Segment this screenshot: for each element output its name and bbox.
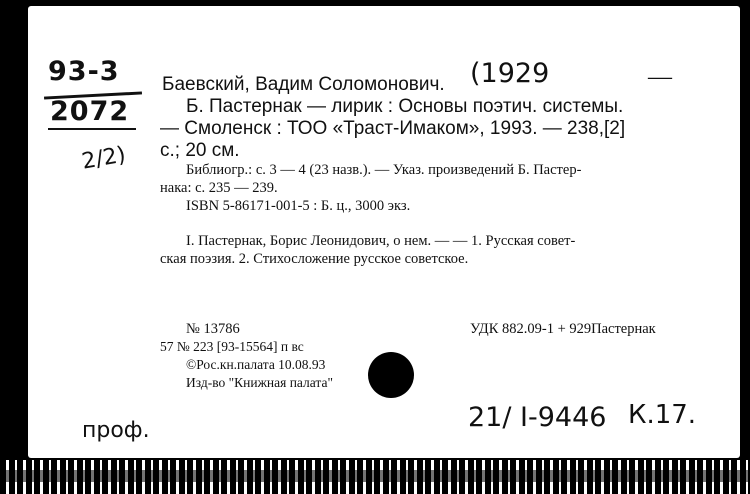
imprint-line-1: 57 № 223 [93-15564] п вс <box>160 339 304 354</box>
note-line-1: Библиогр.: с. 3 — 4 (23 назв.). — Указ. произведений Б. Пастер- <box>186 162 582 178</box>
udc-code: УДК 882.09-1 + 929Пастернак <box>470 321 656 337</box>
card-number: № 13786 <box>186 321 240 337</box>
subject-line-1: I. Пастернак, Борис Леонидович, о нем. — — 1. Русская совет- <box>186 233 576 249</box>
shelf-mark-top: 93-3 <box>48 56 120 87</box>
imprint-line-3: Изд-во "Книжная палата" <box>186 375 333 390</box>
handwritten-number: 21/ I-9446 <box>468 402 607 433</box>
handwritten-note: проф. <box>82 418 150 443</box>
handwritten-code: К.17. <box>628 400 697 430</box>
title-line-3: с.; 20 см. <box>160 140 240 161</box>
author-year-note: (1929 <box>470 58 550 89</box>
title-line-2: — Смоленск : ТОО «Траст-Имаком», 1993. — 238,[2] <box>160 118 626 139</box>
inventory-mark: 2/2) <box>80 142 128 175</box>
title-line-1: Б. Пастернак — лирик : Основы поэтич. системы. <box>186 96 624 117</box>
isbn-line: ISBN 5-86171-001-5 : Б. ц., 3000 экз. <box>186 198 411 214</box>
card-edge-strip <box>0 460 750 494</box>
note-line-2: нака: с. 235 — 239. <box>160 180 278 196</box>
trailing-mark: — <box>648 64 672 90</box>
imprint-line-2: ©Рос.кн.палата 10.08.93 <box>186 357 326 372</box>
shelf-mark-bottom: 2072 <box>50 96 130 127</box>
subject-line-2: ская поэзия. 2. Стихосложение русское советское. <box>160 251 469 267</box>
punch-hole <box>368 352 414 398</box>
shelf-mark-underline <box>48 128 136 130</box>
author-heading: Баевский, Вадим Соломонович. <box>162 74 445 95</box>
